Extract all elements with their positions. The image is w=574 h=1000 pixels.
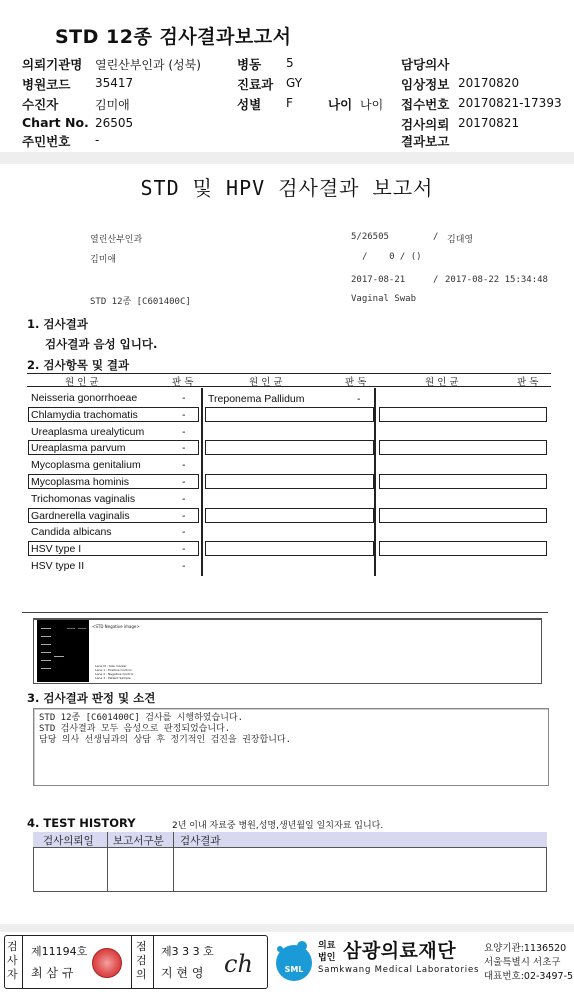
pathogen-name: Mycoplasma hominis: [31, 476, 130, 488]
col-pathogen-1: 원 인 균: [65, 377, 99, 388]
treponema-name: Treponema Pallidum: [208, 393, 305, 405]
pathogen-name: HSV type I: [31, 543, 82, 555]
ward-label: 병동: [237, 57, 262, 72]
age-value: 나이: [360, 98, 384, 112]
receipt-label: 접수번호: [401, 97, 450, 112]
empty-result-row: [205, 407, 374, 422]
signature-divider: [131, 935, 132, 989]
institution-label: 의뢰기관명: [22, 57, 83, 72]
pathogen-result: -: [182, 543, 186, 555]
date-slash: /: [433, 275, 439, 285]
header-separator: [0, 152, 574, 164]
gel-caption: <STD Negative image>: [92, 624, 140, 629]
empty-result-row: [205, 440, 374, 455]
pathogen-name: Neisseria gonorrhoeae: [31, 392, 138, 404]
resident-value: -: [95, 133, 100, 147]
treponema-result: -: [357, 393, 361, 405]
age-label: 나이: [328, 97, 353, 112]
pathogen-result: -: [182, 560, 186, 572]
gel-legend-line: Lane 2 : Negative Control: [95, 672, 134, 676]
test-code: STD 12종 [C601400C]: [90, 297, 191, 307]
patient-label: 수진자: [22, 97, 59, 112]
verifier-signature: ch: [224, 950, 253, 978]
pathogen-result: -: [182, 493, 186, 505]
report-label: 결과보고: [401, 134, 450, 149]
sml-logo-icon: [272, 937, 316, 985]
request-label: 검사의뢰: [401, 117, 450, 132]
pathogen-result: -: [182, 392, 186, 404]
opinion-line: STD 12종 [C601400C] 검사를 시행하였습니다.: [39, 713, 244, 723]
clinical-label: 임상정보: [401, 77, 450, 92]
org-code: 요양기관:1136520: [484, 943, 567, 954]
pathogen-result: -: [182, 476, 186, 488]
patient-value: 김미애: [95, 98, 130, 112]
chart-value: 26505: [95, 116, 134, 130]
request-value: 20170821: [458, 116, 520, 130]
pathogen-name: Mycoplasma genitalium: [31, 459, 141, 471]
resident-label: 주민번호: [22, 134, 71, 149]
pathogen-result: -: [182, 426, 186, 438]
pathogen-result: -: [182, 526, 186, 538]
col-judgement-2: 판 독: [345, 377, 367, 388]
signature-divider: [22, 935, 23, 989]
clinic-name: 열린산부인과: [90, 235, 143, 245]
examiner-label: 검사자: [7, 940, 18, 981]
dept-label: 진료과: [237, 77, 274, 92]
verifier-label: 점검의: [136, 940, 147, 981]
dept-value: GY: [286, 76, 303, 90]
ward-value: 5: [286, 56, 294, 70]
pathogen-name: Ureaplasma urealyticum: [31, 426, 145, 438]
gel-legend-line: Lane 1 : Positive Control: [95, 668, 132, 672]
history-col-report-type: 보고서구분: [113, 835, 164, 847]
pathogen-name: Candida albicans: [31, 526, 112, 538]
doctor-label: 담당의사: [401, 57, 450, 72]
sex-label: 성별: [237, 97, 262, 112]
pathogen-name: Chlamydia trachomatis: [31, 409, 138, 421]
hospital-code-label: 병원코드: [22, 77, 71, 92]
empty-result-row: [379, 508, 547, 523]
section2-title: 2. 검사항목 및 결과: [27, 358, 130, 372]
history-col-requested: 검사의뢰일: [43, 835, 94, 847]
empty-result-row: [379, 440, 547, 455]
age-sex: / 0 / (): [362, 252, 422, 262]
patient-name: 김미애: [90, 255, 117, 265]
history-note: 2년 이내 자료중 병원,성명,생년월일 일치자료 입니다.: [172, 821, 384, 831]
footer-separator: [0, 924, 574, 932]
doctor-name: 김대영: [447, 235, 474, 245]
phone: 대표번호:02-3497-5: [484, 971, 574, 982]
examiner-seal-icon: [92, 948, 122, 978]
history-table-header: [33, 832, 547, 848]
section1-result: 검사결과 음성 입니다.: [45, 337, 158, 351]
section3-title: 3. 검사결과 판정 및 소견: [27, 691, 156, 705]
pathogen-name: Gardnerella vaginalis: [31, 510, 130, 522]
col-judgement-1: 판 독: [172, 377, 194, 388]
column-divider-1: [201, 388, 203, 576]
institution-value: 열린산부인과 (성북): [95, 58, 201, 72]
empty-result-row: [205, 508, 374, 523]
history-col-result: 검사결과: [180, 835, 221, 847]
empty-result-row: [205, 541, 374, 556]
pathogen-name: Trichomonas vaginalis: [31, 493, 136, 505]
foundation-name: 삼광의료재단: [343, 940, 457, 962]
examiner-name: 최 삼 규: [31, 966, 74, 980]
report-title: STD 및 HPV 검사결과 보고서: [140, 176, 434, 200]
chart-ref: 5/26505: [351, 232, 389, 242]
verifier-license: 제3 3 3 호: [161, 945, 214, 958]
receipt-value: 20170821-17393: [458, 96, 562, 110]
results-table-header: [27, 373, 551, 387]
gel-legend-line: Lane 3 : Patient Sample: [95, 676, 131, 680]
opinion-line: 담당 의사 선생님과의 상담 후 정기적인 검진을 권장합니다.: [39, 735, 292, 745]
empty-result-row: [379, 407, 547, 422]
hospital-code-value: 35417: [95, 76, 134, 90]
date-requested: 2017-08-21: [351, 275, 406, 285]
examiner-license: 제11194호: [31, 945, 88, 958]
sex-value: F: [286, 96, 293, 110]
pathogen-result: -: [182, 510, 186, 522]
gel-legend-line: Lane M : Size marker: [95, 664, 127, 668]
logo-text: SML: [284, 965, 304, 974]
foundation-english: Samkwang Medical Laboratories: [318, 965, 480, 975]
col-pathogen-2: 원 인 균: [249, 377, 283, 388]
section-divider: [22, 612, 548, 613]
col-judgement-3: 판 독: [517, 377, 539, 388]
signature-divider: [153, 935, 154, 989]
empty-result-row: [379, 541, 547, 556]
col-pathogen-3: 원 인 균: [425, 377, 459, 388]
pathogen-name: Ureaplasma parvum: [31, 442, 126, 454]
pathogen-result: -: [182, 442, 186, 454]
pathogen-name: HSV type II: [31, 560, 85, 572]
section4-title: 4. TEST HISTORY: [27, 816, 136, 830]
specimen: Vaginal Swab: [351, 294, 417, 304]
pathogen-result: -: [182, 459, 186, 471]
opinion-box: [33, 708, 549, 786]
chart-label: Chart No.: [22, 115, 89, 130]
clinical-value: 20170820: [458, 76, 520, 90]
date-reported: 2017-08-22 15:34:48: [445, 275, 548, 285]
opinion-line: STD 검사결과 모두 음성으로 판정되었습니다.: [39, 724, 231, 734]
section1-title: 1. 검사결과: [27, 317, 88, 331]
column-divider-2: [374, 388, 376, 576]
verifier-name: 지 현 영: [161, 966, 204, 980]
history-divider: [173, 832, 174, 892]
history-divider: [107, 832, 108, 892]
gel-electrophoresis-image: [37, 620, 89, 682]
pathogen-result: -: [182, 409, 186, 421]
empty-result-row: [205, 474, 374, 489]
empty-result-row: [379, 474, 547, 489]
gel-legend: [95, 664, 133, 680]
header-title: STD 12종 검사결과보고서: [55, 26, 292, 48]
address: 서울특별시 서초구: [484, 957, 561, 968]
foundation-prefix: 의료법인: [318, 941, 336, 963]
slash-separator: /: [433, 232, 439, 242]
